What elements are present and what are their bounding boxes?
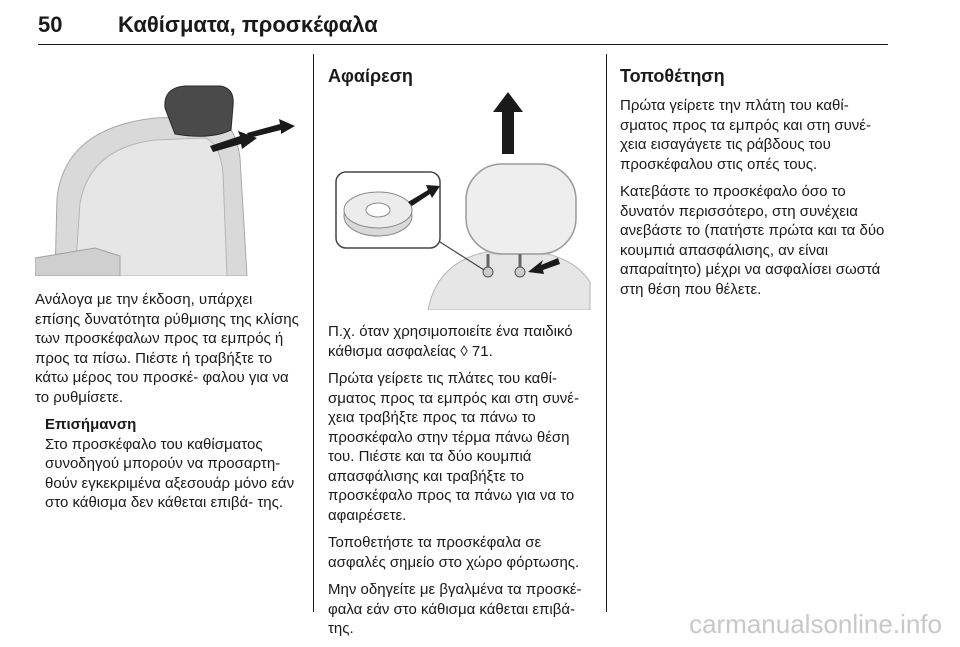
paragraph: Μην οδηγείτε με βγαλμένα τα προσκέ- φαλα εάν στο κάθισμα κάθεται επιβά- της. xyxy=(328,581,582,637)
column-divider xyxy=(606,54,607,612)
paragraph: Π.χ. όταν χρησιμοποιείτε ένα παιδικό κάθισμα ασφαλείας ◊ 71. xyxy=(328,323,573,360)
page-header xyxy=(38,4,888,45)
section-heading: Αφαίρεση xyxy=(328,66,413,86)
watermark: carmanualsonline.info xyxy=(689,609,942,639)
page-title: Καθίσματα, προσκέφαλα xyxy=(118,12,378,37)
seat-headrest-tilt-illustration xyxy=(35,78,297,276)
paragraph: Κατεβάστε το προσκέφαλο όσο το δυνατόν περισσότερο, στη συνέχεια ανεβάστε το (πατήστε πρώτα και τα δύο κουμπιά απασφάλισης, αν είναι απαραίτητο) μέχρι να ασφαλίσει σωστά στη θέση που θέλετε. xyxy=(620,183,885,298)
note-box xyxy=(35,415,300,513)
paragraph: Ανάλογα με την έκδοση, υπάρχει επίσης δυνατότητα ρύθμισης της κλίσης των προσκέφαλων προς τα εμπρός ή προς τα πίσω. Πιέστε ή τραβήξτε το κάτω μέρος του προσκέ- φαλου για να το ρυθμίσετε. xyxy=(35,291,299,406)
paragraph: Πρώτα γείρετε τις πλάτες του καθί- σματος προς τα εμπρός και στη συνέ- χεια τραβήξτε προς τα πάνω το προσκέφαλο στην τέρμα πάνω θέση του. Πιέστε και τα δύο κουμπιά απασφάλισης και τραβήξτε το προσκέφαλο προς τα πάνω για να το αφαιρέσετε. xyxy=(328,370,579,524)
section-heading: Τοποθέτηση xyxy=(620,66,725,86)
note-title: Επισήμανση xyxy=(45,416,137,433)
note-text: Στο προσκέφαλο του καθίσματος συνοδηγού μπορούν να προσαρτη- θούν εγκεκριμένα αξεσουάρ μόνο εάν στο κάθισμα δεν κάθεται επιβά- της. xyxy=(45,435,295,511)
column-divider xyxy=(313,54,314,612)
paragraph: Πρώτα γείρετε την πλάτη του καθί- σματος προς τα εμπρός και στη συνέ- χεια εισαγάγετε τις ράβδους του προσκέφαλου στις οπές τους. xyxy=(620,97,871,173)
paragraph: Τοποθετήστε τα προσκέφαλα σε ασφαλές σημείο στο χώρο φόρτωσης. xyxy=(328,534,580,571)
page-number: 50 xyxy=(38,12,63,37)
headrest-removal-illustration xyxy=(328,92,598,310)
